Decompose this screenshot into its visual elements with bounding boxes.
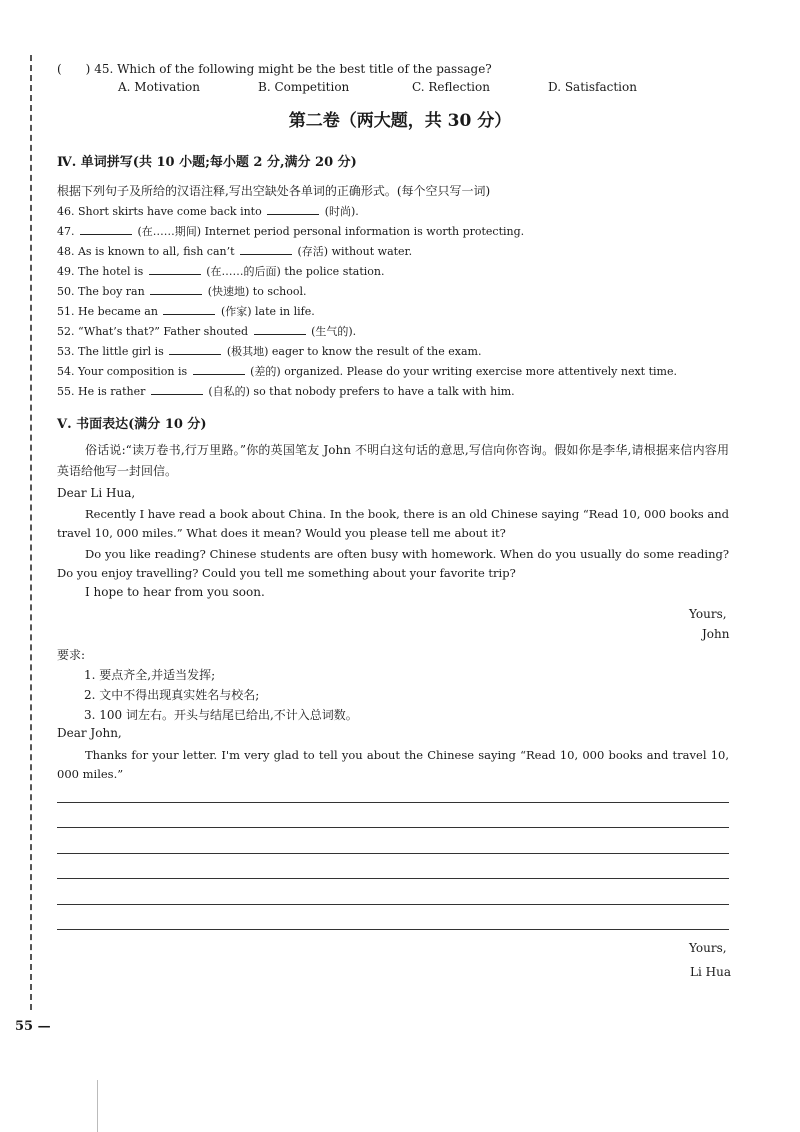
section4-title: Ⅳ. 单词拼写(共 10 小题;每小题 2 分,满分 20 分) <box>57 155 357 170</box>
answer-blank[interactable] <box>151 384 203 395</box>
item-text: 46. Short skirts have come back into <box>57 205 262 218</box>
answer-blank[interactable] <box>240 244 292 255</box>
reply-greeting: Dear John, <box>57 726 122 740</box>
q45-stem: 45. Which of the following might be the best title of the passage? <box>94 62 492 76</box>
q45-option-c: C. Reflection <box>412 80 490 94</box>
requirement-2: 2. 文中不得出现真实姓名与校名; <box>84 688 260 702</box>
answer-blank[interactable] <box>149 264 201 275</box>
section4-instruction: 根据下列句子及所给的汉语注释,写出空缺处各单词的正确形式。(每个空只写一词) <box>57 184 491 198</box>
letter-closing: Yours, <box>689 607 727 621</box>
part2-title: 第二卷（两大题，共 30 分） <box>288 111 512 131</box>
q45-option-b: B. Competition <box>258 80 350 94</box>
writing-line[interactable] <box>57 827 729 828</box>
item-text: 51. He became an <box>57 305 158 318</box>
item-49 <box>57 263 384 279</box>
letter-greeting: Dear Li Hua, <box>57 486 136 500</box>
answer-blank[interactable] <box>80 224 132 235</box>
item-48 <box>57 243 412 259</box>
writing-line[interactable] <box>57 853 729 854</box>
letter-signature: John <box>702 627 730 641</box>
q45-line <box>57 60 492 77</box>
answer-blank[interactable] <box>254 324 306 335</box>
letter-paragraph-3: I hope to hear from you soon. <box>85 585 265 599</box>
item-hint: (差的) organized. Please do your writing exercise more attentively next time. <box>250 365 677 378</box>
page-number: 55 — <box>15 1019 51 1034</box>
writing-line[interactable] <box>57 904 729 905</box>
page-edge-line <box>97 1080 98 1132</box>
item-hint: (在……的后面) the police station. <box>206 265 385 278</box>
item-text: 53. The little girl is <box>57 345 164 358</box>
item-52 <box>57 323 356 339</box>
item-hint: (作家) late in life. <box>220 305 315 318</box>
item-53 <box>57 343 481 359</box>
writing-line[interactable] <box>57 802 729 803</box>
item-47 <box>57 223 524 239</box>
answer-blank[interactable] <box>169 344 221 355</box>
reply-closing: Yours, <box>689 941 727 955</box>
section5-title: Ⅴ. 书面表达(满分 10 分) <box>57 417 207 432</box>
answer-blank[interactable] <box>163 304 215 315</box>
reply-start: Thanks for your letter. I'm very glad to tell you about the Chinese saying “Read 10, 000 books and travel 10, 000 miles.” <box>57 748 729 781</box>
item-hint: (时尚). <box>324 205 359 218</box>
q45-option-a: A. Motivation <box>118 80 201 94</box>
item-54 <box>57 363 677 379</box>
letter-paragraph-2: Do you like reading? Chinese students are often busy with homework. When do you usually do some reading? Do you enjoy travelling? Could you tell me something about your favorite trip? <box>57 547 729 580</box>
answer-blank[interactable] <box>267 204 319 215</box>
requirement-3: 3. 100 词左右。开头与结尾已给出,不计入总词数。 <box>84 708 358 722</box>
item-hint: (生气的). <box>311 325 357 338</box>
item-hint: (在……期间) Internet period personal information is worth protecting. <box>137 225 525 238</box>
item-text: 50. The boy ran <box>57 285 145 298</box>
answer-blank[interactable] <box>150 284 202 295</box>
item-hint: (快速地) to school. <box>207 285 307 298</box>
item-text: 48. As is known to all, fish can’t <box>57 245 235 258</box>
item-text: 52. “What’s that?” Father shouted <box>57 325 249 338</box>
answer-blank[interactable] <box>193 364 245 375</box>
requirements-title: 要求: <box>57 648 86 662</box>
requirement-1: 1. 要点齐全,并适当发挥; <box>84 668 216 682</box>
item-text: 54. Your composition is <box>57 365 188 378</box>
item-46 <box>57 203 359 219</box>
item-text: 47. <box>57 225 75 238</box>
writing-line[interactable] <box>57 878 729 879</box>
item-55 <box>57 383 515 399</box>
binding-dashed-line <box>30 55 32 1010</box>
item-hint: (存活) without water. <box>297 245 413 258</box>
writing-line[interactable] <box>57 929 729 930</box>
reply-signature: Li Hua <box>690 965 731 979</box>
item-50 <box>57 283 306 299</box>
item-text: 55. He is rather <box>57 385 146 398</box>
item-51 <box>57 303 315 319</box>
item-hint: (极其地) eager to know the result of the exam. <box>226 345 482 358</box>
section5-prompt: 俗话说:“读万卷书,行万里路。”你的英国笔友 John 不明白这句话的意思,写信向你咨询。假如你是李华,请根据来信内容用英语给他写一封回信。 <box>57 443 729 478</box>
item-text: 49. The hotel is <box>57 265 144 278</box>
answer-paren: ( ) <box>57 62 91 76</box>
letter-paragraph-1: Recently I have read a book about China. In the book, there is an old Chinese saying “Read 10, 000 books and travel 10, 000 miles.” What does it mean? Would you please tell me about it? <box>57 507 729 540</box>
item-hint: (自私的) so that nobody prefers to have a talk with him. <box>208 385 515 398</box>
q45-option-d: D. Satisfaction <box>548 80 637 94</box>
